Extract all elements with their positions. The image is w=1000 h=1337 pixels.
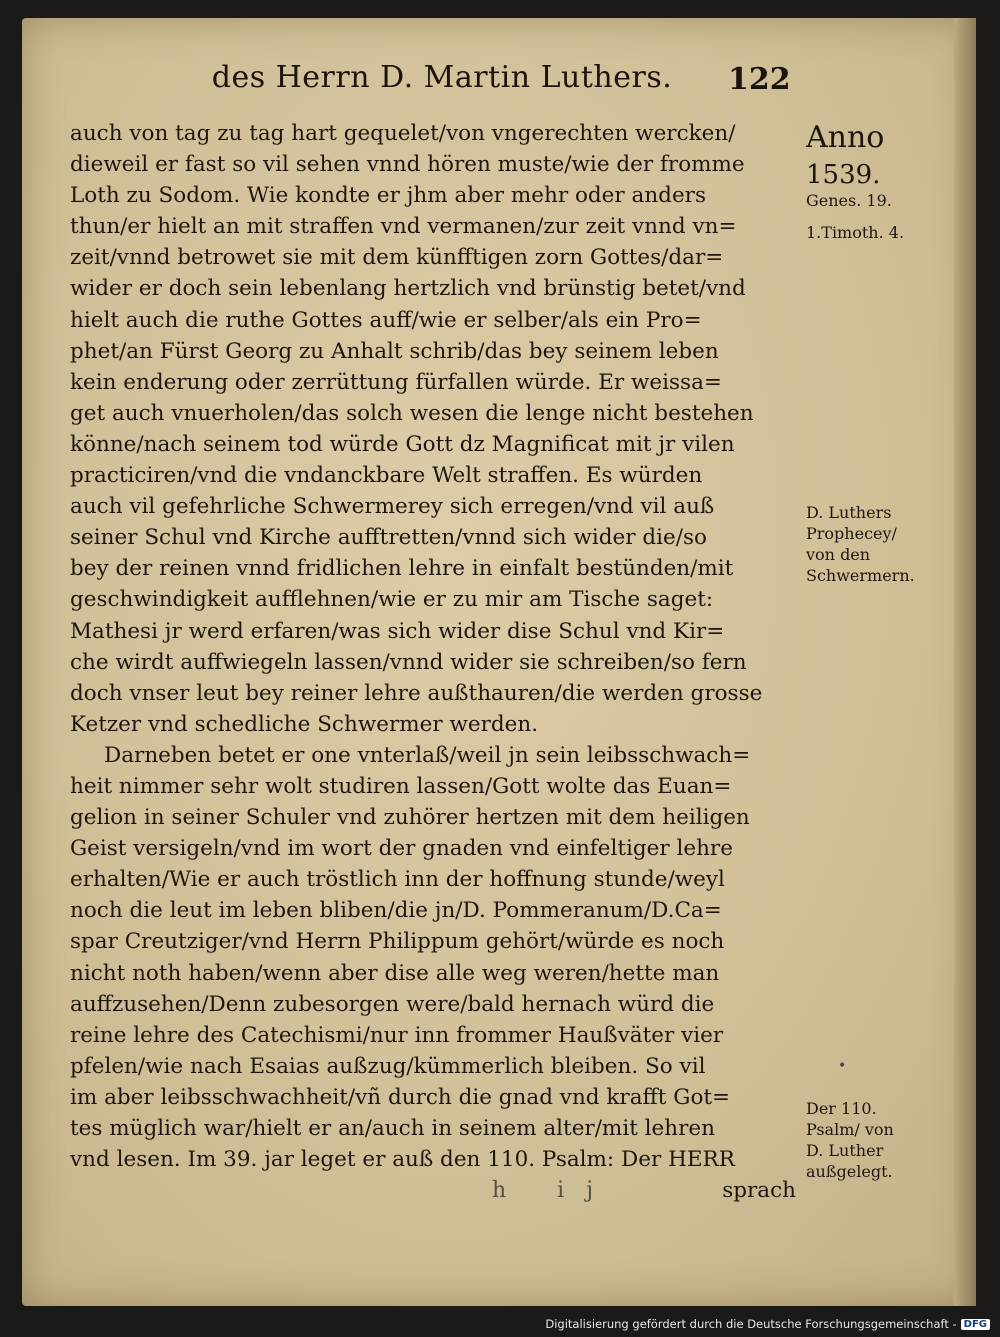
text-line: dieweil er fast so vil sehen vnnd hören muste/wie der fromme [70,152,745,178]
text-line: vnd lesen. Im 39. jar leget er auß den 110. Psalm: Der HERR [70,1147,735,1173]
text-line: phet/an Fürst Georg zu Anhalt schrib/das bey seinem leben [70,338,719,364]
page-number: 122 [728,62,791,97]
text-line: che wirdt auffwiegeln lassen/vnnd wider sie schreiben/so fern [70,649,747,675]
digitization-footer [545,1317,990,1331]
text-line: könne/nach seinem tod würde Gott dz Magnificat mit jr vilen [70,431,735,457]
margin-psalm-note [806,1098,956,1182]
margin-note-line: außgelegt. [806,1162,893,1181]
book-page [22,18,976,1306]
margin-prophecy-note [806,502,956,586]
text-line: pfelen/wie nach Esaias außzug/kümmerlich bleiben. So vil [70,1053,706,1079]
margin-note-line: Der 110. [806,1099,877,1118]
text-line: auch von tag zu tag hart gequelet/von vngerechten wercken/ [70,121,736,146]
text-line: nicht noth haben/wenn aber dise alle weg weren/hette man [70,960,720,986]
text-line: zeit/vnnd betrowet sie mit dem künfftigen zorn Gottes/dar= [70,245,724,271]
margin-note-line: Prophecey/ [806,524,897,543]
text-line: seiner Schul vnd Kirche aufftretten/vnnd sich wider die/so [70,525,707,551]
text-line: noch die leut im leben bliben/die jn/D. Pommeranum/D.Ca= [70,898,722,924]
text-line: auch vil gefehrliche Schwermerey sich erregen/vnd vil auß [70,494,715,520]
text-line: im aber leibsschwachheit/vñ durch die gnad vnd krafft Got= [70,1084,731,1110]
text-line: gelion in seiner Schuler vnd zuhörer hertzen mit dem heiligen [70,805,750,831]
margin-genesis-ref: Genes. 19. [806,191,892,210]
margin-note-line: Psalm/ von [806,1120,894,1139]
running-title: des Herrn D. Martin Luthers. [211,60,673,95]
text-line: doch vnser leut bey reiner lehre außthauren/die werden grosse [70,680,763,706]
signature-mark: h ij [492,1178,616,1203]
margin-note-line: D. Luthers [806,503,892,522]
margin-timothy-ref: 1.Timoth. 4. [806,223,905,242]
text-line: heit nimmer sehr wolt studiren lassen/Gott wolte das Euan= [70,773,732,799]
margin-year: 1539. [806,160,881,190]
text-line: Loth zu Sodom. Wie kondte er jhm aber mehr oder anders [70,183,706,209]
text-line: hielt auch die ruthe Gottes auff/wie er selber/als ein Pro= [70,307,702,333]
footer-credit: Digitalisierung gefördert durch die Deutsche Forschungsgemeinschaft - [545,1317,957,1331]
text-line: Mathesi jr werd erfaren/was sich wider dise Schul vnd Kir= [70,618,725,644]
page-edge [954,18,976,1306]
text-line: reine lehre des Catechismi/nur inn frommer Haußväter vier [70,1022,724,1048]
margin-anno: Anno [806,120,885,155]
paragraph-start-line: Darneben betet er one vnterlaß/weil jn sein leibsschwach= [104,742,751,768]
text-line: Ketzer vnd schedliche Schwermer werden. [70,711,539,737]
margin-note-line: von den [806,545,871,564]
catchword: sprach [722,1178,796,1204]
margin-note-line: Schwermern. [806,566,915,585]
body-text [70,118,800,1206]
text-line: geschwindigkeit aufflehnen/wie er zu mir am Tische saget: [70,587,714,613]
dfg-logo: DFG [961,1319,990,1330]
text-line: get auch vnuerholen/das solch wesen die lenge nicht bestehen [70,400,754,426]
ink-dot: • [838,1058,847,1074]
text-line: tes müglich war/hielt er an/auch in seinem alter/mit lehren [70,1116,715,1141]
text-line: Geist versigeln/vnd im wort der gnaden vnd einfeltiger lehre [70,836,733,862]
text-line: erhalten/Wie er auch tröstlich inn der hoffnung stunde/weyl [70,867,725,893]
margin-note-line: D. Luther [806,1141,884,1160]
text-line: kein enderung oder zerrüttung fürfallen würde. Er weissa= [70,369,722,395]
text-line: wider er doch sein lebenlang hertzlich vnd brünstig betet/vnd [70,276,746,302]
text-line: practiciren/vnd die vndanckbare Welt straffen. Es würden [70,463,703,489]
text-line: thun/er hielt an mit straffen vnd vermanen/zur zeit vnnd vn= [70,214,737,240]
text-line: bey der reinen vnnd fridlichen lehre in einfalt bestünden/mit [70,556,734,582]
text-line: spar Creutziger/vnd Herrn Philippum gehört/würde es noch [70,929,725,955]
text-line: auffzusehen/Denn zubesorgen were/bald hernach würd die [70,991,715,1017]
